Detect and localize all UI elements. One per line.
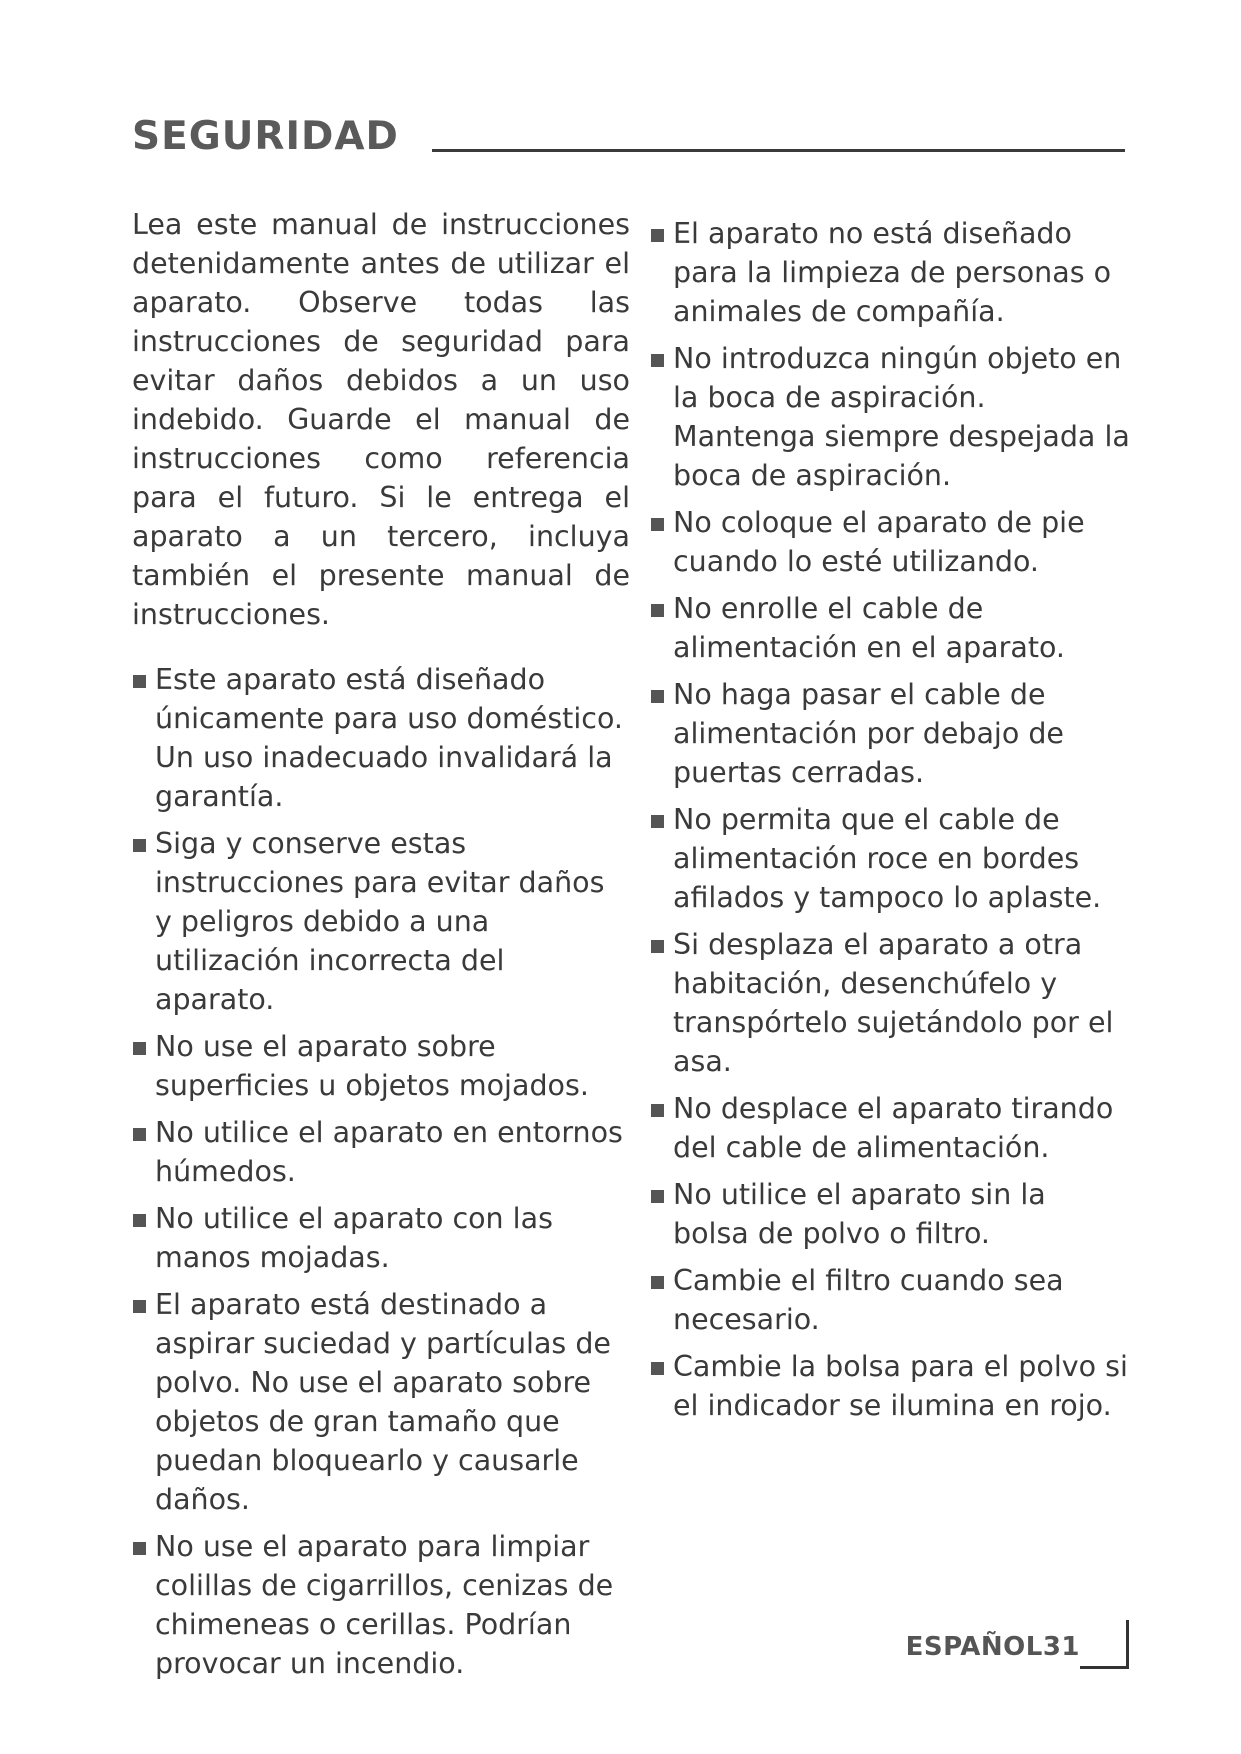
safety-item xyxy=(650,1175,1130,1253)
page-header xyxy=(132,110,1125,170)
safety-item xyxy=(132,1199,630,1277)
safety-item xyxy=(650,675,1130,792)
safety-item-text: El aparato está destinado a aspirar suciedad y partículas de polvo. No use el aparato sobre objetos de gran tamaño que puedan bloquearlo y causarle daños. xyxy=(155,1288,611,1516)
square-bullet-icon xyxy=(651,1190,664,1203)
square-bullet-icon xyxy=(651,518,664,531)
safety-item-text: Cambie el filtro cuando sea necesario. xyxy=(673,1264,1064,1336)
safety-item-text: Este aparato está diseñado únicamente para uso doméstico. Un uso inadecuado invalidará la garantía. xyxy=(155,663,623,813)
left-column xyxy=(132,205,630,1691)
safety-item xyxy=(650,589,1130,667)
safety-item-text: No utilice el aparato sin la bolsa de polvo o filtro. xyxy=(673,1178,1046,1250)
footer-label xyxy=(906,1632,1080,1662)
square-bullet-icon xyxy=(651,229,664,242)
safety-item xyxy=(650,925,1130,1081)
safety-item-text: No utilice el aparato en entornos húmedos. xyxy=(155,1116,623,1188)
safety-item xyxy=(132,1113,630,1191)
square-bullet-icon xyxy=(651,1362,664,1375)
page-number: 31 xyxy=(1042,1632,1080,1662)
header-rule xyxy=(432,149,1125,152)
safety-item xyxy=(132,1285,630,1519)
safety-item-text: No utilice el aparato con las manos mojadas. xyxy=(155,1202,553,1274)
square-bullet-icon xyxy=(133,675,146,688)
right-column xyxy=(650,214,1130,1433)
safety-item xyxy=(650,1347,1130,1425)
square-bullet-icon xyxy=(651,604,664,617)
safety-item xyxy=(132,660,630,816)
safety-item xyxy=(650,1089,1130,1167)
square-bullet-icon xyxy=(651,940,664,953)
safety-item xyxy=(132,1027,630,1105)
square-bullet-icon xyxy=(133,1214,146,1227)
square-bullet-icon xyxy=(651,1276,664,1289)
square-bullet-icon xyxy=(651,354,664,367)
safety-item-text: No use el aparato para limpiar colillas de cigarrillos, cenizas de chimeneas o cerillas. Podrían provocar un incendio. xyxy=(155,1530,614,1680)
intro-paragraph: Lea este manual de instrucciones detenidamente antes de utilizar el aparato. Observe todas las instrucciones de seguridad para evitar daños debidos a un uso indebido. Guarde el manual de instrucciones como referencia para el futuro. Si le entrega el aparato a un tercero, incluya también el presente manual de instrucciones. xyxy=(132,208,630,631)
footer-corner-mark xyxy=(1080,1620,1129,1669)
safety-item-text: No permita que el cable de alimentación roce en bordes afilados y tampoco lo aplaste. xyxy=(673,803,1102,914)
safety-item xyxy=(650,339,1130,495)
safety-item-text: No use el aparato sobre superficies u objetos mojados. xyxy=(155,1030,589,1102)
square-bullet-icon xyxy=(651,690,664,703)
square-bullet-icon xyxy=(133,1542,146,1555)
safety-item-text: No haga pasar el cable de alimentación por debajo de puertas cerradas. xyxy=(673,678,1064,789)
safety-item xyxy=(132,1527,630,1683)
safety-item-text: Si desplaza el aparato a otra habitación, desenchúfelo y transpórtelo sujetándolo por el asa. xyxy=(673,928,1114,1078)
safety-item xyxy=(650,503,1130,581)
safety-item-text: No desplace el aparato tirando del cable de alimentación. xyxy=(673,1092,1114,1164)
safety-item-text: No introduzca ningún objeto en la boca de aspiración. Mantenga siempre despejada la boca de aspiración. xyxy=(673,342,1130,492)
square-bullet-icon xyxy=(133,1300,146,1313)
square-bullet-icon xyxy=(651,1104,664,1117)
page-title: SEGURIDAD xyxy=(132,114,399,159)
safety-item-text: Cambie la bolsa para el polvo si el indicador se ilumina en rojo. xyxy=(673,1350,1128,1422)
safety-item xyxy=(650,214,1130,331)
safety-item xyxy=(650,800,1130,917)
safety-item-text: No coloque el aparato de pie cuando lo esté utilizando. xyxy=(673,506,1085,578)
safety-item xyxy=(650,1261,1130,1339)
safety-item xyxy=(132,824,630,1019)
square-bullet-icon xyxy=(133,839,146,852)
safety-item-text: Siga y conserve estas instrucciones para evitar daños y peligros debido a una utilización incorrecta del aparato. xyxy=(155,827,605,1016)
safety-item-text: El aparato no está diseñado para la limpieza de personas o animales de compañía. xyxy=(673,217,1112,328)
square-bullet-icon xyxy=(133,1128,146,1141)
square-bullet-icon xyxy=(651,815,664,828)
footer-language: ESPAÑOL xyxy=(905,1632,1043,1662)
safety-item-text: No enrolle el cable de alimentación en el aparato. xyxy=(673,592,1065,664)
square-bullet-icon xyxy=(133,1042,146,1055)
